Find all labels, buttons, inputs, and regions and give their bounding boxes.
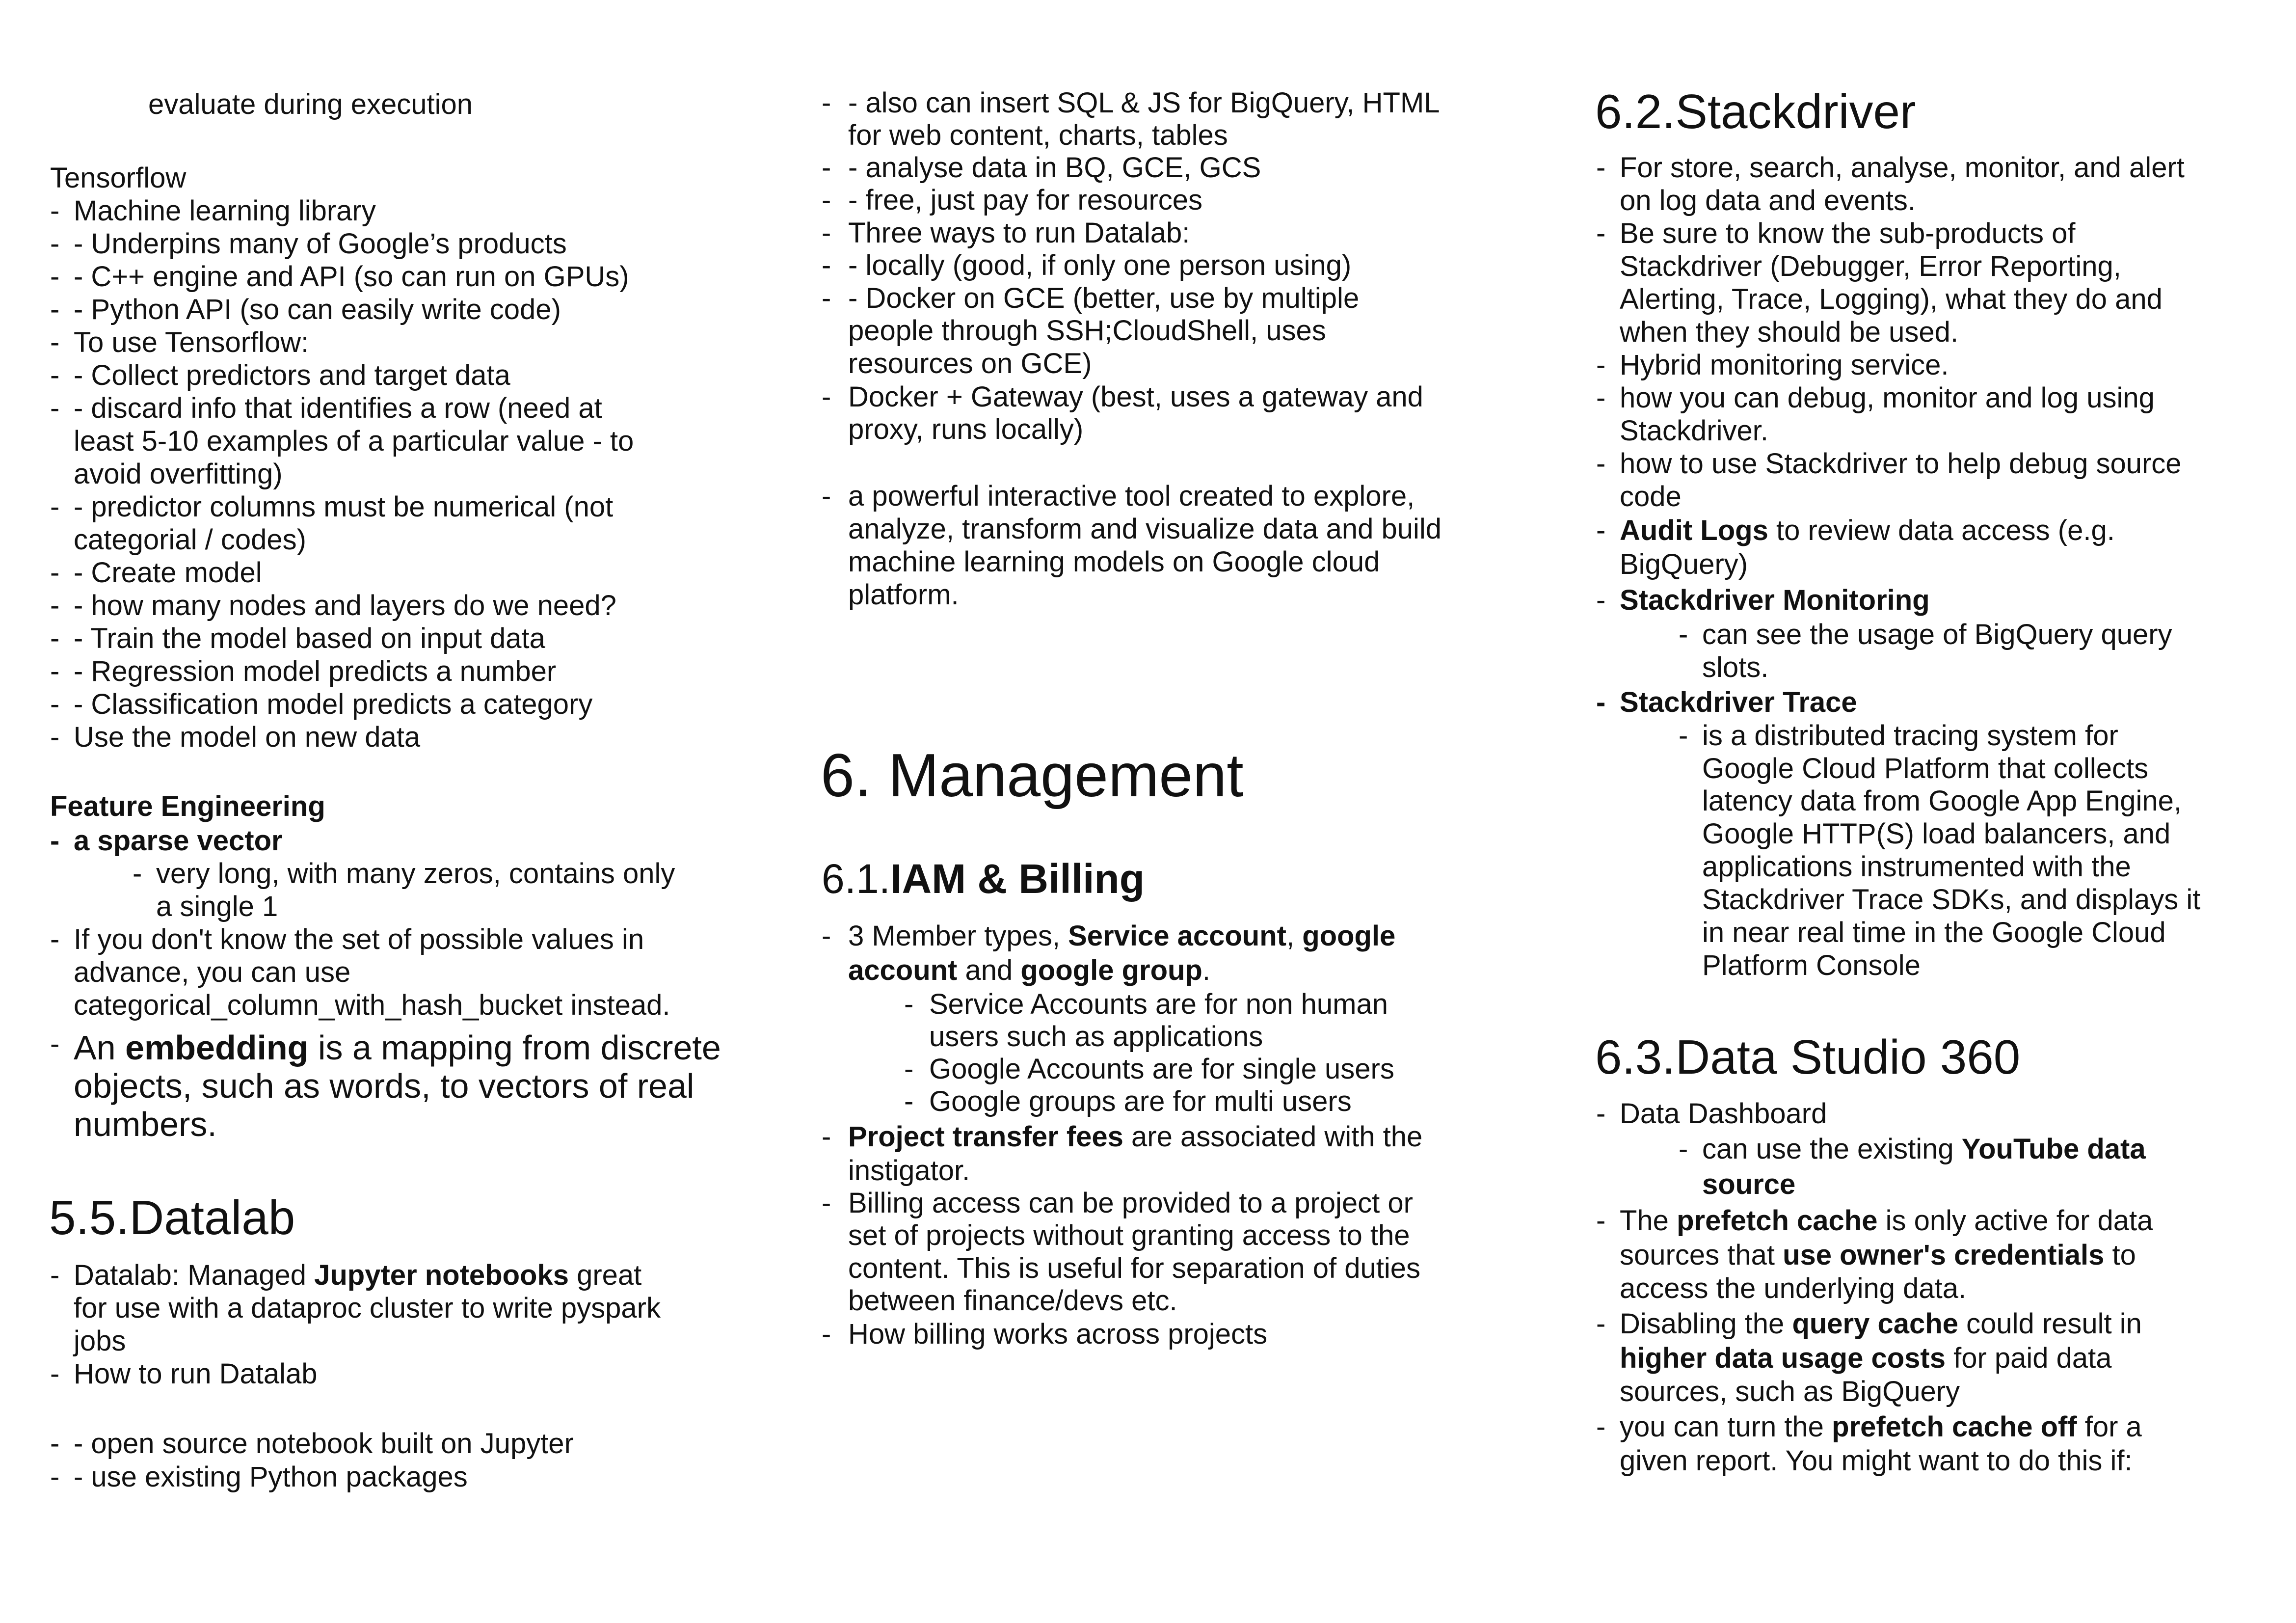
list-item: - Python API (so can easily write code) <box>74 294 561 325</box>
list-item-continuation: jobs <box>74 1325 126 1357</box>
list-item-continuation: code <box>1620 481 1682 513</box>
text: to review data access (e.g. <box>1768 514 2115 546</box>
list-item: To use Tensorflow: <box>74 326 309 358</box>
list-item <box>1702 1133 2146 1165</box>
list-item: Use the model on new data <box>74 721 421 753</box>
list-item-continuation: sources, such as BigQuery <box>1620 1376 1960 1407</box>
bullet: - <box>822 1187 831 1219</box>
list-item-continuation: between finance/devs etc. <box>848 1285 1177 1317</box>
list-item: How billing works across projects <box>848 1318 1268 1350</box>
list-item-continuation <box>1620 1342 2112 1375</box>
bullet: - <box>822 480 831 512</box>
bullet: - <box>50 392 60 424</box>
list-item: - Collect predictors and target data <box>74 359 510 391</box>
heading-number: 6.1. <box>822 856 891 902</box>
bullet: - <box>1596 1411 1606 1443</box>
list-item: Docker + Gateway (best, uses a gateway and <box>848 381 1423 413</box>
bold-term: Audit Logs <box>1620 514 1768 546</box>
list-item-continuation: when they should be used. <box>1620 316 1959 348</box>
bullet: - <box>904 1085 914 1117</box>
bullet: - <box>822 1121 831 1153</box>
list-item: Three ways to run Datalab: <box>848 217 1190 249</box>
list-item: Data Dashboard <box>1620 1098 1827 1130</box>
text: could result in <box>1958 1308 2142 1340</box>
list-item <box>74 1028 721 1067</box>
list-item: a sparse vector <box>74 825 283 857</box>
list-item: - open source notebook built on Jupyter <box>74 1428 574 1460</box>
list-item: - Create model <box>74 557 262 589</box>
bullet: - <box>1679 1133 1688 1165</box>
bold-term: Jupyter notebooks <box>314 1259 569 1291</box>
list-item: Hybrid monitoring service. <box>1620 349 1949 381</box>
bullet: - <box>50 825 60 857</box>
bullet: - <box>50 326 60 358</box>
list-item: Stackdriver Monitoring <box>1620 584 1930 616</box>
list-item-continuation: given report. You might want to do this if: <box>1620 1445 2133 1477</box>
list-item-continuation <box>848 954 1210 987</box>
list-item: - also can insert SQL & JS for BigQuery, HTML <box>848 87 1440 119</box>
list-item <box>848 1121 1422 1153</box>
list-item-continuation: instigator. <box>848 1155 970 1187</box>
list-item: For store, search, analyse, monitor, and alert <box>1620 152 2185 184</box>
section-heading-stackdriver: 6.2.Stackdriver <box>1595 84 1916 138</box>
list-item: how to use Stackdriver to help debug source <box>1620 448 2182 480</box>
list-item: a powerful interactive tool created to explore, <box>848 480 1415 512</box>
list-item-continuation: on log data and events. <box>1620 185 1916 216</box>
list-item <box>74 1259 641 1292</box>
bold-term: Service account <box>1068 920 1286 952</box>
bullet: - <box>50 261 60 293</box>
list-item-continuation: access the underlying data. <box>1620 1272 1967 1304</box>
bullet: - <box>1596 448 1606 480</box>
bullet: - <box>50 1428 60 1460</box>
list-item-continuation: set of projects without granting access to the <box>848 1219 1410 1251</box>
list-item-continuation: advance, you can use <box>74 956 351 988</box>
bullet: - <box>1596 217 1606 249</box>
bullet: - <box>1596 1205 1606 1237</box>
bullet: - <box>50 590 60 622</box>
bullet: - <box>50 923 60 955</box>
bold-term: embedding <box>125 1028 309 1067</box>
bullet: - <box>822 249 831 281</box>
bullet: - <box>1596 1308 1606 1340</box>
list-item-continuation: Stackdriver. <box>1620 415 1768 447</box>
bullet: - <box>822 920 831 952</box>
bold-term: higher data usage costs <box>1620 1342 1946 1374</box>
bold-term: google group <box>1020 954 1202 986</box>
list-item <box>848 920 1395 952</box>
bold-term: google <box>1302 920 1396 952</box>
text: is a mapping from discrete <box>308 1028 721 1067</box>
list-item-continuation: Platform Console <box>1702 949 1921 981</box>
list-item: - use existing Python packages <box>74 1461 468 1493</box>
bullet: - <box>50 1358 60 1390</box>
feature-engineering-title: Feature Engineering <box>50 790 325 822</box>
list-item-continuation: avoid overfitting) <box>74 458 283 490</box>
list-item: can see the usage of BigQuery query <box>1702 619 2172 650</box>
list-item-continuation: people through SSH;CloudShell, uses <box>848 315 1326 347</box>
list-item-continuation: slots. <box>1702 651 1769 683</box>
bullet: - <box>1596 686 1606 718</box>
bullet: - <box>50 1259 60 1291</box>
list-item: - Docker on GCE (better, use by multiple <box>848 282 1360 314</box>
heading-title: IAM & Billing <box>890 856 1145 902</box>
list-item: - Underpins many of Google’s products <box>74 228 567 260</box>
section-heading-data-studio: 6.3.Data Studio 360 <box>1595 1030 2021 1084</box>
list-item-continuation: latency data from Google App Engine, <box>1702 785 2182 817</box>
list-item-continuation: Alerting, Trace, Logging), what they do and <box>1620 283 2163 315</box>
bullet: - <box>1596 514 1606 546</box>
section-heading-iam-billing <box>822 855 1145 902</box>
list-item-continuation: Google Cloud Platform that collects <box>1702 753 2149 784</box>
bullet: - <box>1679 619 1688 650</box>
bullet: - <box>1596 1098 1606 1130</box>
text: sources that <box>1620 1239 1783 1271</box>
bullet: - <box>1596 382 1606 414</box>
list-item-continuation: Stackdriver Trace SDKs, and displays it <box>1702 884 2201 916</box>
bold-term: YouTube data <box>1961 1133 2146 1165</box>
list-item-continuation: for use with a dataproc cluster to write pyspark <box>74 1292 661 1324</box>
list-item <box>1620 1205 2153 1237</box>
list-item <box>1620 1411 2142 1443</box>
bullet: - <box>822 381 831 413</box>
list-item-continuation: BigQuery) <box>1620 548 1748 580</box>
list-item: Service Accounts are for non human <box>929 988 1388 1020</box>
list-item: Google Accounts are for single users <box>929 1053 1394 1085</box>
list-item-continuation: proxy, runs locally) <box>848 413 1084 445</box>
bullet: - <box>50 557 60 589</box>
list-item: Be sure to know the sub-products of <box>1620 217 2076 249</box>
intro-line: evaluate during execution <box>148 88 473 120</box>
list-item-continuation: users such as applications <box>929 1021 1263 1053</box>
text: great <box>568 1259 642 1291</box>
list-item: - free, just pay for resources <box>848 184 1203 216</box>
bullet: - <box>50 655 60 687</box>
list-item: How to run Datalab <box>74 1358 318 1390</box>
list-item: Billing access can be provided to a project or <box>848 1187 1413 1219</box>
bullet: - <box>904 988 914 1020</box>
bullet: - <box>822 1318 831 1350</box>
bullet: - <box>1596 152 1606 184</box>
bullet: - <box>50 1028 60 1060</box>
list-item-continuation: least 5-10 examples of a particular value - to <box>74 425 634 457</box>
text: for a <box>2077 1411 2142 1443</box>
list-item-continuation: analyze, transform and visualize data and build <box>848 513 1442 545</box>
bullet: - <box>50 195 60 227</box>
bullet: - <box>822 87 831 119</box>
bullet: - <box>50 622 60 654</box>
text: are associated with the <box>1123 1121 1423 1153</box>
section-heading-datalab: 5.5.Datalab <box>49 1190 295 1244</box>
bullet: - <box>822 184 831 216</box>
text: The <box>1620 1205 1677 1237</box>
list-item: - analyse data in BQ, GCE, GCS <box>848 152 1261 184</box>
section-heading-management: 6. Management <box>821 742 1244 810</box>
list-item: how you can debug, monitor and log using <box>1620 382 2155 414</box>
list-item: - Regression model predicts a number <box>74 655 557 687</box>
bullet: - <box>50 1461 60 1493</box>
list-item-continuation <box>1620 1239 2136 1271</box>
text: , <box>1286 920 1303 952</box>
list-item: - how many nodes and layers do we need? <box>74 590 616 622</box>
bullet: - <box>822 217 831 249</box>
text: Disabling the <box>1620 1308 1792 1340</box>
bullet: - <box>50 491 60 523</box>
text: Datalab: Managed <box>74 1259 315 1291</box>
list-item: - locally (good, if only one person using) <box>848 249 1352 281</box>
list-item: is a distributed tracing system for <box>1702 720 2118 752</box>
list-item-continuation: Stackdriver (Debugger, Error Reporting, <box>1620 250 2121 282</box>
bullet: - <box>50 294 60 325</box>
list-item-continuation: source <box>1702 1168 1796 1200</box>
list-item: - Train the model based on input data <box>74 622 545 654</box>
text: for paid data <box>1945 1342 2112 1374</box>
list-item-continuation: categorial / codes) <box>74 524 306 556</box>
bullet: - <box>50 688 60 720</box>
bullet: - <box>1679 720 1688 752</box>
text: . <box>1202 954 1210 986</box>
list-item-continuation: content. This is useful for separation of duties <box>848 1252 1421 1284</box>
list-item-continuation: in near real time in the Google Cloud <box>1702 917 2166 948</box>
text: 3 Member types, <box>848 920 1068 952</box>
list-item-continuation: resources on GCE) <box>848 348 1092 379</box>
bold-term: Project transfer fees <box>848 1121 1123 1153</box>
list-item-continuation: platform. <box>848 579 959 611</box>
list-item: - Classification model predicts a category <box>74 688 593 720</box>
list-item: - discard info that identifies a row (need at <box>74 392 602 424</box>
list-item-continuation: numbers. <box>74 1105 217 1143</box>
list-item-continuation: for web content, charts, tables <box>848 119 1228 151</box>
text: and <box>957 954 1021 986</box>
list-item: very long, with many zeros, contains only <box>156 858 675 890</box>
bold-term: prefetch cache off <box>1832 1411 2077 1443</box>
text: to <box>2104 1239 2136 1271</box>
list-item: - C++ engine and API (so can run on GPUs) <box>74 261 629 293</box>
bullet: - <box>50 359 60 391</box>
list-item: If you don't know the set of possible values in <box>74 923 644 955</box>
list-item-continuation: Google HTTP(S) load balancers, and <box>1702 818 2171 850</box>
list-item-continuation: a single 1 <box>156 891 278 922</box>
bullet: - <box>50 228 60 260</box>
list-item: Google groups are for multi users <box>929 1085 1352 1117</box>
list-item: Stackdriver Trace <box>1620 686 1857 718</box>
list-item-continuation: categorical_column_with_hash_bucket instead. <box>74 989 670 1021</box>
list-item-continuation: objects, such as words, to vectors of real <box>74 1067 694 1105</box>
bullet: - <box>1596 349 1606 381</box>
list-item: Machine learning library <box>74 195 376 227</box>
bold-term: use owner's credentials <box>1783 1239 2105 1271</box>
list-item-continuation: applications instrumented with the <box>1702 851 2131 883</box>
list-item-continuation: machine learning models on Google cloud <box>848 546 1380 578</box>
list-item: - predictor columns must be numerical (not <box>74 491 614 523</box>
bullet: - <box>822 282 831 314</box>
bullet: - <box>904 1053 914 1085</box>
text: An <box>74 1028 126 1067</box>
bullet: - <box>822 152 831 184</box>
bullet: - <box>133 858 142 890</box>
bold-term: prefetch cache <box>1677 1205 1878 1237</box>
list-item <box>1620 514 2115 547</box>
bold-term: query cache <box>1792 1308 1958 1340</box>
bold-term: account <box>848 954 958 986</box>
tensorflow-title: Tensorflow <box>50 162 187 194</box>
text: you can turn the <box>1620 1411 1832 1443</box>
bullet: - <box>1596 584 1606 616</box>
list-item <box>1620 1308 2142 1340</box>
text: is only active for data <box>1877 1205 2153 1237</box>
text: can use the existing <box>1702 1133 1962 1165</box>
bullet: - <box>50 721 60 753</box>
